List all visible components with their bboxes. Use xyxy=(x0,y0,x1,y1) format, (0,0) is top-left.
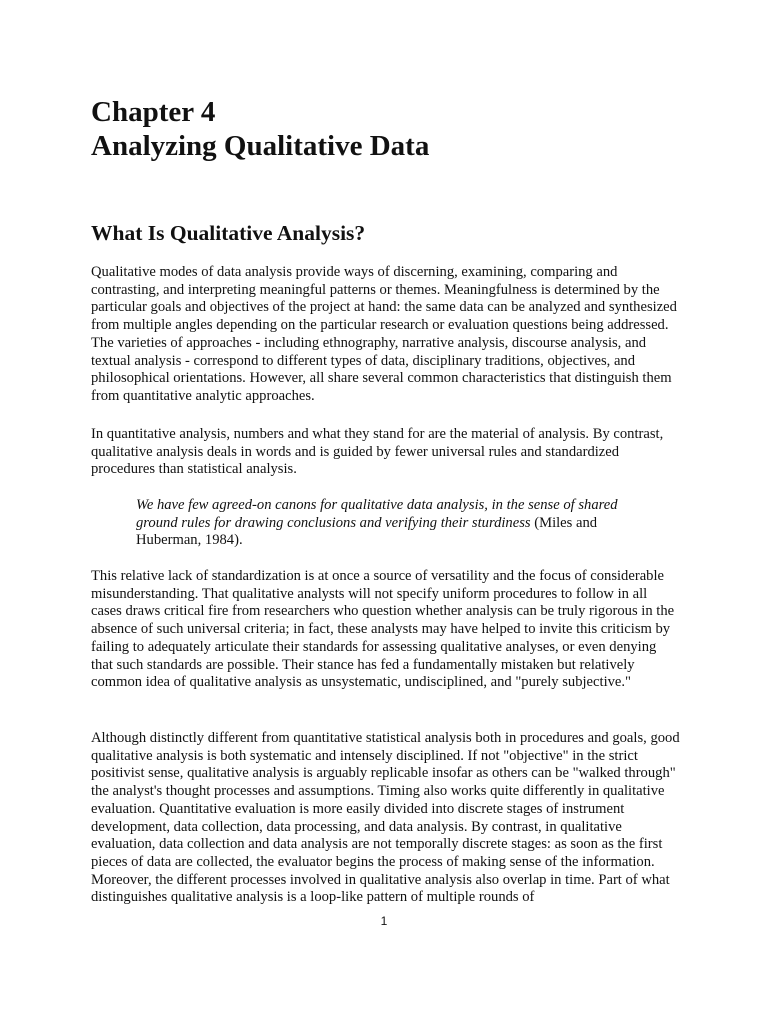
page-number: 1 xyxy=(380,914,388,928)
chapter-name: Analyzing Qualitative Data xyxy=(91,130,430,162)
paragraph-1: Qualitative modes of data analysis provide ways of discerning, examining, comparing and contrasting, and interpreting meaningful patterns or themes. Meaningfulness is determined by the particular goals and objectives of the project at hand: the same data can be analyzed and synthesized from multiple angles depending on the particular research or evaluation questions being addressed. The varieties of approaches - including ethnography, narrative analysis, discourse analysis, and textual analysis - correspond to different types of data, disciplinary traditions, objectives, and philosophical orientations. However, all share several common characteristics that distinguish them from quantitative analytic approaches. xyxy=(91,264,677,404)
chapter-title xyxy=(91,95,681,163)
quote-text: We have few agreed-on canons for qualitative data analysis, in the sense of shared ground rules for drawing conclusions and verifying their sturdiness xyxy=(136,497,618,531)
paragraph-3: This relative lack of standardization is at once a source of versatility and the focus of considerable misunderstanding. That qualitative analysts will not specify uniform procedures to follow in all cases draws critical fire from researchers who question whether analysis can be truly rigorous in the absence of such universal criteria; in fact, these analysts may have helped to invite this criticism by failing to adequately articulate their standards for assessing qualitative analyses, or even denying that such standards are possible. Their stance has fed a fundamentally mistaken but relatively common idea of qualitative analysis as unsystematic, undisciplined, and "purely subjective." xyxy=(91,568,675,691)
paragraph-4: Although distinctly different from quantitative statistical analysis both in procedures and goals, good qualitative analysis is both systematic and intensely disciplined. If not "objective" in the strict positivist sense, qualitative analysis is arguably replicable insofar as others can be "walked through" the analyst's thought processes and assumptions. Timing also works quite differently in qualitative evaluation. Quantitative evaluation is more easily divided into discrete stages of instrument development, data collection, data processing, and data analysis. By contrast, in qualitative evaluation, data collection and data analysis are not temporally discrete stages: as soon as the first pieces of data are collected, the evaluator begins the process of making sense of the information. Moreover, the different processes involved in qualitative analysis also overlap in time. Part of what distinguishes qualitative analysis is a loop-like pattern of multiple rounds of xyxy=(91,730,680,906)
paragraph-2: In quantitative analysis, numbers and what they stand for are the material of analysis. By contrast, qualitative analysis deals in words and is guided by fewer universal rules and standardized procedures than statistical analysis. xyxy=(91,426,664,478)
chapter-number: Chapter 4 xyxy=(91,96,216,128)
quote-citation: (Miles and Huberman, 1984). xyxy=(136,514,598,549)
section-heading: What Is Qualitative Analysis? xyxy=(91,221,366,245)
block-quote xyxy=(136,497,656,550)
